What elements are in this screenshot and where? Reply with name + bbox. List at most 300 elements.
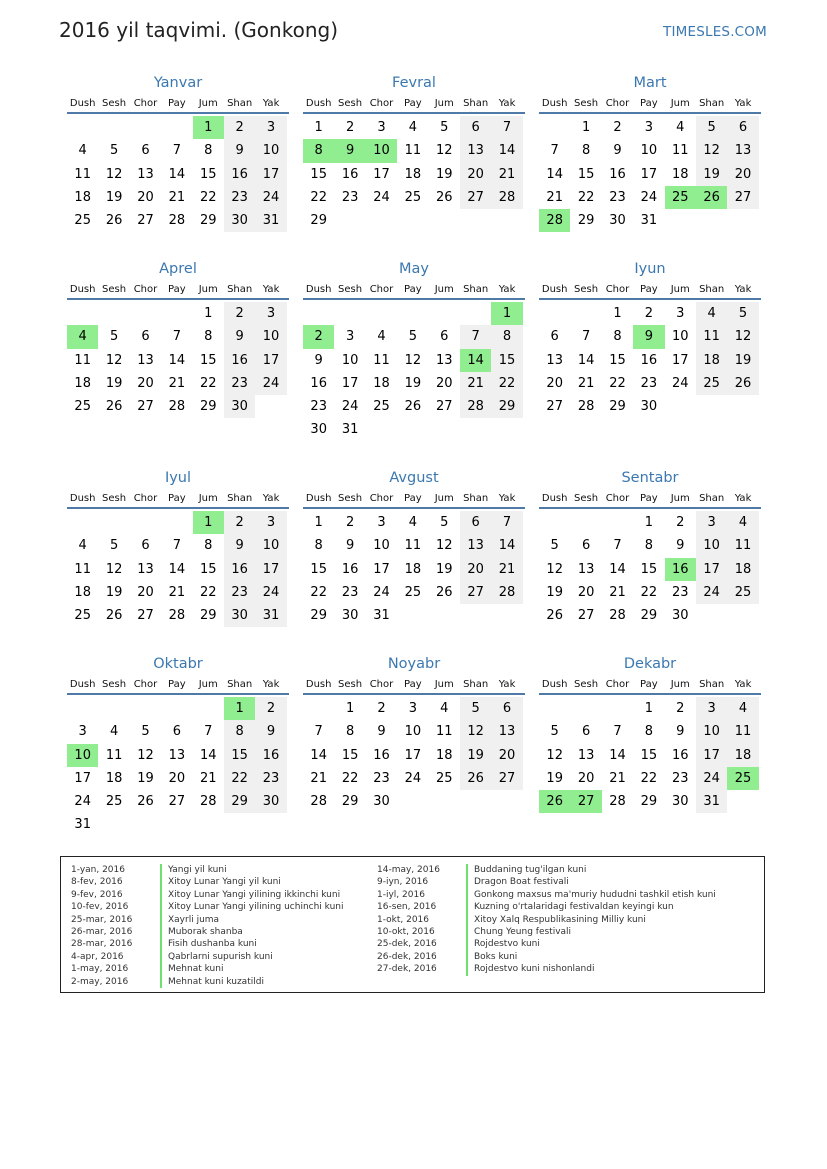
day-cell[interactable]: 10 bbox=[255, 325, 286, 348]
day-cell[interactable]: 27 bbox=[168, 794, 186, 810]
day-cell[interactable]: 13 bbox=[168, 747, 186, 763]
day-cell[interactable]: 16 bbox=[310, 375, 327, 391]
day-cell[interactable]: 4 bbox=[109, 724, 119, 740]
day-cell[interactable]: 27 bbox=[435, 399, 453, 415]
day-cell[interactable]: 1 bbox=[314, 120, 323, 135]
day-cell[interactable]: 22 bbox=[199, 375, 217, 391]
day-cell[interactable]: 28 bbox=[168, 213, 186, 229]
day-cell[interactable]: 13 bbox=[137, 166, 154, 182]
day-cell[interactable]: 6 bbox=[460, 116, 491, 139]
day-cell[interactable]: 30 bbox=[671, 608, 689, 624]
day-cell[interactable]: 13 bbox=[460, 534, 491, 557]
day-cell[interactable]: 25 bbox=[435, 770, 453, 786]
day-cell[interactable]: 2 bbox=[345, 515, 355, 530]
day-cell[interactable]: 9 bbox=[345, 538, 355, 554]
day-cell[interactable]: 19 bbox=[137, 770, 154, 786]
day-cell[interactable]: 5 bbox=[109, 329, 119, 345]
day-cell[interactable]: 16 bbox=[224, 349, 255, 372]
day-cell[interactable]: 9 bbox=[224, 534, 255, 557]
day-cell[interactable]: 31 bbox=[373, 608, 390, 624]
day-cell[interactable]: 21 bbox=[491, 558, 522, 581]
day-cell[interactable]: 16 bbox=[341, 166, 359, 182]
day-cell[interactable]: 18 bbox=[373, 375, 390, 391]
day-cell[interactable]: 1 bbox=[644, 701, 653, 716]
day-cell[interactable]: 4 bbox=[440, 701, 449, 716]
day-cell[interactable]: 2 bbox=[676, 701, 685, 716]
day-cell[interactable]: 6 bbox=[581, 538, 591, 554]
day-cell[interactable]: 17 bbox=[74, 770, 91, 786]
day-cell[interactable]: 17 bbox=[640, 166, 658, 182]
day-cell[interactable]: 23 bbox=[224, 372, 255, 395]
day-cell[interactable]: 27 bbox=[570, 790, 601, 813]
day-cell[interactable]: 31 bbox=[696, 790, 727, 813]
day-cell[interactable]: 31 bbox=[341, 422, 359, 438]
day-cell[interactable]: 29 bbox=[640, 794, 658, 810]
day-cell[interactable]: 5 bbox=[141, 724, 150, 740]
day-cell[interactable]: 2 bbox=[224, 116, 255, 139]
day-cell[interactable]: 21 bbox=[460, 372, 491, 395]
day-cell[interactable]: 11 bbox=[671, 143, 689, 159]
day-cell[interactable]: 6 bbox=[581, 724, 591, 740]
day-cell[interactable]: 8 bbox=[204, 143, 213, 159]
day-cell[interactable]: 24 bbox=[373, 189, 390, 205]
day-cell[interactable]: 19 bbox=[546, 770, 563, 786]
day-cell[interactable]: 31 bbox=[74, 817, 91, 833]
day-cell[interactable]: 26 bbox=[435, 189, 453, 205]
day-cell[interactable]: 23 bbox=[341, 584, 359, 600]
day-cell[interactable]: 25 bbox=[727, 767, 758, 790]
day-cell[interactable]: 16 bbox=[640, 352, 658, 368]
day-cell[interactable]: 10 bbox=[671, 329, 689, 345]
day-cell[interactable]: 5 bbox=[696, 116, 727, 139]
day-cell[interactable]: 24 bbox=[341, 399, 359, 415]
day-cell[interactable]: 14 bbox=[168, 352, 186, 368]
day-cell[interactable]: 25 bbox=[665, 186, 696, 209]
day-cell[interactable]: 18 bbox=[696, 349, 727, 372]
day-cell[interactable]: 30 bbox=[373, 794, 390, 810]
day-cell[interactable]: 7 bbox=[172, 329, 181, 345]
day-cell[interactable]: 26 bbox=[404, 399, 422, 415]
day-cell[interactable]: 21 bbox=[546, 189, 563, 205]
day-cell[interactable]: 5 bbox=[440, 515, 449, 530]
day-cell[interactable]: 18 bbox=[671, 166, 689, 182]
day-cell[interactable]: 15 bbox=[199, 166, 217, 182]
day-cell[interactable]: 7 bbox=[550, 143, 559, 159]
day-cell[interactable]: 29 bbox=[199, 608, 217, 624]
day-cell[interactable]: 3 bbox=[696, 697, 727, 720]
day-cell[interactable]: 3 bbox=[377, 515, 386, 530]
day-cell[interactable]: 18 bbox=[74, 189, 91, 205]
day-cell[interactable]: 12 bbox=[546, 561, 563, 577]
day-cell[interactable]: 21 bbox=[609, 770, 626, 786]
day-cell[interactable]: 15 bbox=[640, 561, 658, 577]
day-cell[interactable]: 20 bbox=[460, 558, 491, 581]
day-cell[interactable]: 13 bbox=[137, 561, 154, 577]
day-cell[interactable]: 25 bbox=[404, 584, 422, 600]
day-cell[interactable]: 21 bbox=[168, 375, 186, 391]
day-cell[interactable]: 24 bbox=[671, 375, 689, 391]
day-cell[interactable]: 12 bbox=[460, 720, 491, 743]
day-cell[interactable]: 13 bbox=[577, 747, 595, 763]
day-cell[interactable]: 25 bbox=[105, 794, 123, 810]
day-cell[interactable]: 14 bbox=[168, 561, 186, 577]
day-cell[interactable]: 10 bbox=[696, 534, 727, 557]
day-cell[interactable]: 24 bbox=[373, 584, 390, 600]
day-cell[interactable]: 9 bbox=[633, 325, 664, 348]
day-cell[interactable]: 20 bbox=[137, 375, 154, 391]
day-cell[interactable]: 29 bbox=[491, 395, 522, 418]
day-cell[interactable]: 28 bbox=[609, 794, 626, 810]
day-cell[interactable]: 11 bbox=[727, 720, 758, 743]
day-cell[interactable]: 11 bbox=[404, 538, 422, 554]
day-cell[interactable]: 29 bbox=[199, 213, 217, 229]
day-cell[interactable]: 4 bbox=[727, 511, 758, 534]
day-cell[interactable]: 10 bbox=[67, 744, 98, 767]
day-cell[interactable]: 19 bbox=[404, 375, 422, 391]
day-cell[interactable]: 15 bbox=[609, 352, 626, 368]
day-cell[interactable]: 6 bbox=[141, 538, 150, 554]
day-cell[interactable]: 26 bbox=[105, 608, 123, 624]
day-cell[interactable]: 17 bbox=[373, 561, 390, 577]
day-cell[interactable]: 5 bbox=[440, 120, 449, 135]
day-cell[interactable]: 5 bbox=[460, 697, 491, 720]
day-cell[interactable]: 11 bbox=[404, 143, 422, 159]
day-cell[interactable]: 16 bbox=[341, 561, 359, 577]
day-cell[interactable]: 3 bbox=[408, 701, 417, 716]
day-cell[interactable]: 21 bbox=[577, 375, 595, 391]
day-cell[interactable]: 4 bbox=[408, 515, 417, 530]
day-cell[interactable]: 4 bbox=[696, 302, 727, 325]
day-cell[interactable]: 31 bbox=[640, 213, 658, 229]
day-cell[interactable]: 25 bbox=[373, 399, 390, 415]
day-cell[interactable]: 20 bbox=[460, 163, 491, 186]
day-cell[interactable]: 11 bbox=[74, 561, 91, 577]
day-cell[interactable]: 1 bbox=[644, 515, 653, 530]
day-cell[interactable]: 3 bbox=[255, 511, 286, 534]
day-cell[interactable]: 22 bbox=[341, 770, 359, 786]
day-cell[interactable]: 10 bbox=[696, 720, 727, 743]
day-cell[interactable]: 12 bbox=[137, 747, 154, 763]
day-cell[interactable]: 7 bbox=[314, 724, 323, 740]
day-cell[interactable]: 4 bbox=[377, 329, 386, 345]
day-cell[interactable]: 27 bbox=[491, 767, 522, 790]
day-cell[interactable]: 28 bbox=[491, 581, 522, 604]
day-cell[interactable]: 14 bbox=[609, 747, 626, 763]
day-cell[interactable]: 15 bbox=[577, 166, 595, 182]
day-cell[interactable]: 13 bbox=[460, 139, 491, 162]
day-cell[interactable]: 26 bbox=[696, 186, 727, 209]
day-cell[interactable]: 12 bbox=[105, 352, 123, 368]
day-cell[interactable]: 31 bbox=[255, 209, 286, 232]
day-cell[interactable]: 28 bbox=[310, 794, 327, 810]
day-cell[interactable]: 11 bbox=[74, 166, 91, 182]
day-cell[interactable]: 1 bbox=[193, 511, 224, 534]
day-cell[interactable]: 18 bbox=[74, 375, 91, 391]
day-cell[interactable]: 11 bbox=[435, 724, 453, 740]
day-cell[interactable]: 26 bbox=[137, 794, 154, 810]
day-cell[interactable]: 15 bbox=[491, 349, 522, 372]
day-cell[interactable]: 21 bbox=[168, 189, 186, 205]
day-cell[interactable]: 2 bbox=[224, 511, 255, 534]
day-cell[interactable]: 16 bbox=[671, 747, 689, 763]
day-cell[interactable]: 28 bbox=[168, 608, 186, 624]
day-cell[interactable]: 7 bbox=[581, 329, 591, 345]
day-cell[interactable]: 29 bbox=[224, 790, 255, 813]
day-cell[interactable]: 11 bbox=[105, 747, 123, 763]
day-cell[interactable]: 9 bbox=[676, 724, 685, 740]
day-cell[interactable]: 8 bbox=[224, 720, 255, 743]
day-cell[interactable]: 12 bbox=[105, 166, 123, 182]
day-cell[interactable]: 21 bbox=[168, 584, 186, 600]
day-cell[interactable]: 22 bbox=[640, 770, 658, 786]
day-cell[interactable]: 23 bbox=[609, 189, 626, 205]
day-cell[interactable]: 27 bbox=[137, 399, 154, 415]
day-cell[interactable]: 25 bbox=[74, 213, 91, 229]
day-cell[interactable]: 16 bbox=[224, 163, 255, 186]
day-cell[interactable]: 6 bbox=[727, 116, 758, 139]
day-cell[interactable]: 25 bbox=[404, 189, 422, 205]
day-cell[interactable]: 9 bbox=[676, 538, 685, 554]
day-cell[interactable]: 15 bbox=[310, 166, 327, 182]
day-cell[interactable]: 12 bbox=[727, 325, 758, 348]
day-cell[interactable]: 3 bbox=[255, 116, 286, 139]
day-cell[interactable]: 10 bbox=[404, 724, 422, 740]
day-cell[interactable]: 29 bbox=[310, 608, 327, 624]
day-cell[interactable]: 2 bbox=[345, 120, 355, 135]
day-cell[interactable]: 11 bbox=[373, 352, 390, 368]
day-cell[interactable]: 8 bbox=[204, 329, 213, 345]
day-cell[interactable]: 14 bbox=[310, 747, 327, 763]
day-cell[interactable]: 8 bbox=[491, 325, 522, 348]
day-cell[interactable]: 8 bbox=[345, 724, 355, 740]
day-cell[interactable]: 11 bbox=[727, 534, 758, 557]
day-cell[interactable]: 16 bbox=[609, 166, 626, 182]
day-cell[interactable]: 1 bbox=[204, 306, 213, 321]
day-cell[interactable]: 8 bbox=[613, 329, 622, 345]
day-cell[interactable]: 21 bbox=[491, 163, 522, 186]
day-cell[interactable]: 17 bbox=[696, 744, 727, 767]
day-cell[interactable]: 26 bbox=[460, 767, 491, 790]
day-cell[interactable]: 6 bbox=[172, 724, 181, 740]
day-cell[interactable]: 28 bbox=[199, 794, 217, 810]
day-cell[interactable]: 19 bbox=[435, 166, 453, 182]
day-cell[interactable]: 10 bbox=[341, 352, 359, 368]
day-cell[interactable]: 2 bbox=[224, 302, 255, 325]
day-cell[interactable]: 5 bbox=[408, 329, 417, 345]
day-cell[interactable]: 23 bbox=[373, 770, 390, 786]
site-link[interactable]: TIMESLES.COM bbox=[663, 24, 767, 40]
day-cell[interactable]: 12 bbox=[546, 747, 563, 763]
day-cell[interactable]: 3 bbox=[377, 120, 386, 135]
day-cell[interactable]: 22 bbox=[310, 584, 327, 600]
day-cell[interactable]: 7 bbox=[613, 724, 622, 740]
day-cell[interactable]: 6 bbox=[440, 329, 449, 345]
day-cell[interactable]: 27 bbox=[137, 608, 154, 624]
day-cell[interactable]: 29 bbox=[341, 794, 359, 810]
day-cell[interactable]: 26 bbox=[727, 372, 758, 395]
day-cell[interactable]: 17 bbox=[696, 558, 727, 581]
day-cell[interactable]: 14 bbox=[460, 349, 491, 372]
day-cell[interactable]: 11 bbox=[74, 352, 91, 368]
day-cell[interactable]: 21 bbox=[310, 770, 327, 786]
day-cell[interactable]: 20 bbox=[577, 584, 595, 600]
day-cell[interactable]: 24 bbox=[255, 186, 286, 209]
day-cell[interactable]: 18 bbox=[404, 166, 422, 182]
day-cell[interactable]: 3 bbox=[345, 329, 355, 345]
day-cell[interactable]: 2 bbox=[255, 697, 286, 720]
day-cell[interactable]: 24 bbox=[255, 581, 286, 604]
day-cell[interactable]: 10 bbox=[366, 139, 397, 162]
day-cell[interactable]: 4 bbox=[78, 143, 87, 159]
day-cell[interactable]: 14 bbox=[199, 747, 217, 763]
day-cell[interactable]: 1 bbox=[345, 701, 355, 716]
day-cell[interactable]: 16 bbox=[224, 558, 255, 581]
day-cell[interactable]: 13 bbox=[577, 561, 595, 577]
day-cell[interactable]: 15 bbox=[199, 352, 217, 368]
day-cell[interactable]: 17 bbox=[255, 558, 286, 581]
day-cell[interactable]: 14 bbox=[491, 139, 522, 162]
day-cell[interactable]: 28 bbox=[609, 608, 626, 624]
day-cell[interactable]: 8 bbox=[581, 143, 591, 159]
day-cell[interactable]: 7 bbox=[460, 325, 491, 348]
day-cell[interactable]: 23 bbox=[671, 584, 689, 600]
day-cell[interactable]: 22 bbox=[310, 189, 327, 205]
day-cell[interactable]: 3 bbox=[78, 724, 87, 740]
day-cell[interactable]: 14 bbox=[546, 166, 563, 182]
day-cell[interactable]: 19 bbox=[727, 349, 758, 372]
day-cell[interactable]: 25 bbox=[74, 399, 91, 415]
day-cell[interactable]: 23 bbox=[310, 399, 327, 415]
day-cell[interactable]: 6 bbox=[141, 143, 150, 159]
day-cell[interactable]: 22 bbox=[199, 584, 217, 600]
day-cell[interactable]: 27 bbox=[727, 186, 758, 209]
day-cell[interactable]: 15 bbox=[224, 744, 255, 767]
day-cell[interactable]: 29 bbox=[310, 213, 327, 229]
day-cell[interactable]: 11 bbox=[696, 325, 727, 348]
day-cell[interactable]: 18 bbox=[74, 584, 91, 600]
day-cell[interactable]: 20 bbox=[137, 189, 154, 205]
day-cell[interactable]: 18 bbox=[435, 747, 453, 763]
day-cell[interactable]: 9 bbox=[334, 139, 365, 162]
day-cell[interactable]: 13 bbox=[137, 352, 154, 368]
day-cell[interactable]: 8 bbox=[644, 724, 653, 740]
day-cell[interactable]: 22 bbox=[199, 189, 217, 205]
day-cell[interactable]: 28 bbox=[460, 395, 491, 418]
day-cell[interactable]: 27 bbox=[460, 581, 491, 604]
day-cell[interactable]: 12 bbox=[435, 538, 453, 554]
day-cell[interactable]: 13 bbox=[435, 352, 453, 368]
day-cell[interactable]: 19 bbox=[105, 584, 123, 600]
day-cell[interactable]: 20 bbox=[491, 744, 522, 767]
day-cell[interactable]: 26 bbox=[539, 790, 570, 813]
day-cell[interactable]: 2 bbox=[676, 515, 685, 530]
day-cell[interactable]: 19 bbox=[105, 375, 123, 391]
day-cell[interactable]: 6 bbox=[491, 697, 522, 720]
day-cell[interactable]: 5 bbox=[550, 538, 559, 554]
day-cell[interactable]: 1 bbox=[314, 515, 323, 530]
day-cell[interactable]: 24 bbox=[640, 189, 658, 205]
day-cell[interactable]: 17 bbox=[255, 349, 286, 372]
day-cell[interactable]: 7 bbox=[172, 538, 181, 554]
day-cell[interactable]: 19 bbox=[696, 163, 727, 186]
day-cell[interactable]: 25 bbox=[74, 608, 91, 624]
day-cell[interactable]: 17 bbox=[255, 163, 286, 186]
day-cell[interactable]: 22 bbox=[640, 584, 658, 600]
day-cell[interactable]: 4 bbox=[408, 120, 417, 135]
day-cell[interactable]: 10 bbox=[640, 143, 658, 159]
day-cell[interactable]: 13 bbox=[491, 720, 522, 743]
day-cell[interactable]: 3 bbox=[696, 511, 727, 534]
day-cell[interactable]: 15 bbox=[341, 747, 359, 763]
day-cell[interactable]: 6 bbox=[141, 329, 150, 345]
day-cell[interactable]: 10 bbox=[255, 534, 286, 557]
day-cell[interactable]: 20 bbox=[168, 770, 186, 786]
day-cell[interactable]: 26 bbox=[105, 213, 123, 229]
day-cell[interactable]: 29 bbox=[640, 608, 658, 624]
day-cell[interactable]: 15 bbox=[310, 561, 327, 577]
day-cell[interactable]: 17 bbox=[671, 352, 689, 368]
day-cell[interactable]: 2 bbox=[377, 701, 386, 716]
day-cell[interactable]: 15 bbox=[199, 561, 217, 577]
day-cell[interactable]: 29 bbox=[609, 399, 626, 415]
day-cell[interactable]: 30 bbox=[224, 604, 255, 627]
day-cell[interactable]: 9 bbox=[224, 325, 255, 348]
day-cell[interactable]: 23 bbox=[341, 189, 359, 205]
day-cell[interactable]: 28 bbox=[539, 209, 570, 232]
day-cell[interactable]: 29 bbox=[577, 213, 595, 229]
day-cell[interactable]: 8 bbox=[303, 139, 334, 162]
day-cell[interactable]: 16 bbox=[665, 558, 696, 581]
day-cell[interactable]: 12 bbox=[696, 139, 727, 162]
day-cell[interactable]: 28 bbox=[577, 399, 595, 415]
day-cell[interactable]: 9 bbox=[314, 352, 323, 368]
day-cell[interactable]: 2 bbox=[644, 306, 653, 321]
day-cell[interactable]: 17 bbox=[373, 166, 390, 182]
day-cell[interactable]: 30 bbox=[255, 790, 286, 813]
day-cell[interactable]: 23 bbox=[640, 375, 658, 391]
day-cell[interactable]: 22 bbox=[609, 375, 626, 391]
day-cell[interactable]: 25 bbox=[727, 581, 758, 604]
day-cell[interactable]: 1 bbox=[193, 116, 224, 139]
day-cell[interactable]: 14 bbox=[491, 534, 522, 557]
day-cell[interactable]: 23 bbox=[224, 186, 255, 209]
day-cell[interactable]: 15 bbox=[640, 747, 658, 763]
day-cell[interactable]: 30 bbox=[341, 608, 359, 624]
day-cell[interactable]: 1 bbox=[491, 302, 522, 325]
day-cell[interactable]: 12 bbox=[435, 143, 453, 159]
day-cell[interactable]: 14 bbox=[577, 352, 595, 368]
day-cell[interactable]: 30 bbox=[224, 395, 255, 418]
day-cell[interactable]: 13 bbox=[727, 139, 758, 162]
day-cell[interactable]: 7 bbox=[491, 511, 522, 534]
day-cell[interactable]: 16 bbox=[373, 747, 390, 763]
day-cell[interactable]: 5 bbox=[109, 143, 119, 159]
day-cell[interactable]: 9 bbox=[224, 139, 255, 162]
day-cell[interactable]: 8 bbox=[314, 538, 323, 554]
day-cell[interactable]: 4 bbox=[67, 325, 98, 348]
day-cell[interactable]: 28 bbox=[491, 186, 522, 209]
day-cell[interactable]: 5 bbox=[550, 724, 559, 740]
day-cell[interactable]: 24 bbox=[696, 581, 727, 604]
day-cell[interactable]: 25 bbox=[696, 372, 727, 395]
day-cell[interactable]: 19 bbox=[105, 189, 123, 205]
day-cell[interactable]: 4 bbox=[727, 697, 758, 720]
day-cell[interactable]: 26 bbox=[105, 399, 123, 415]
day-cell[interactable]: 18 bbox=[727, 558, 758, 581]
day-cell[interactable]: 22 bbox=[224, 767, 255, 790]
day-cell[interactable]: 18 bbox=[404, 561, 422, 577]
day-cell[interactable]: 16 bbox=[255, 744, 286, 767]
